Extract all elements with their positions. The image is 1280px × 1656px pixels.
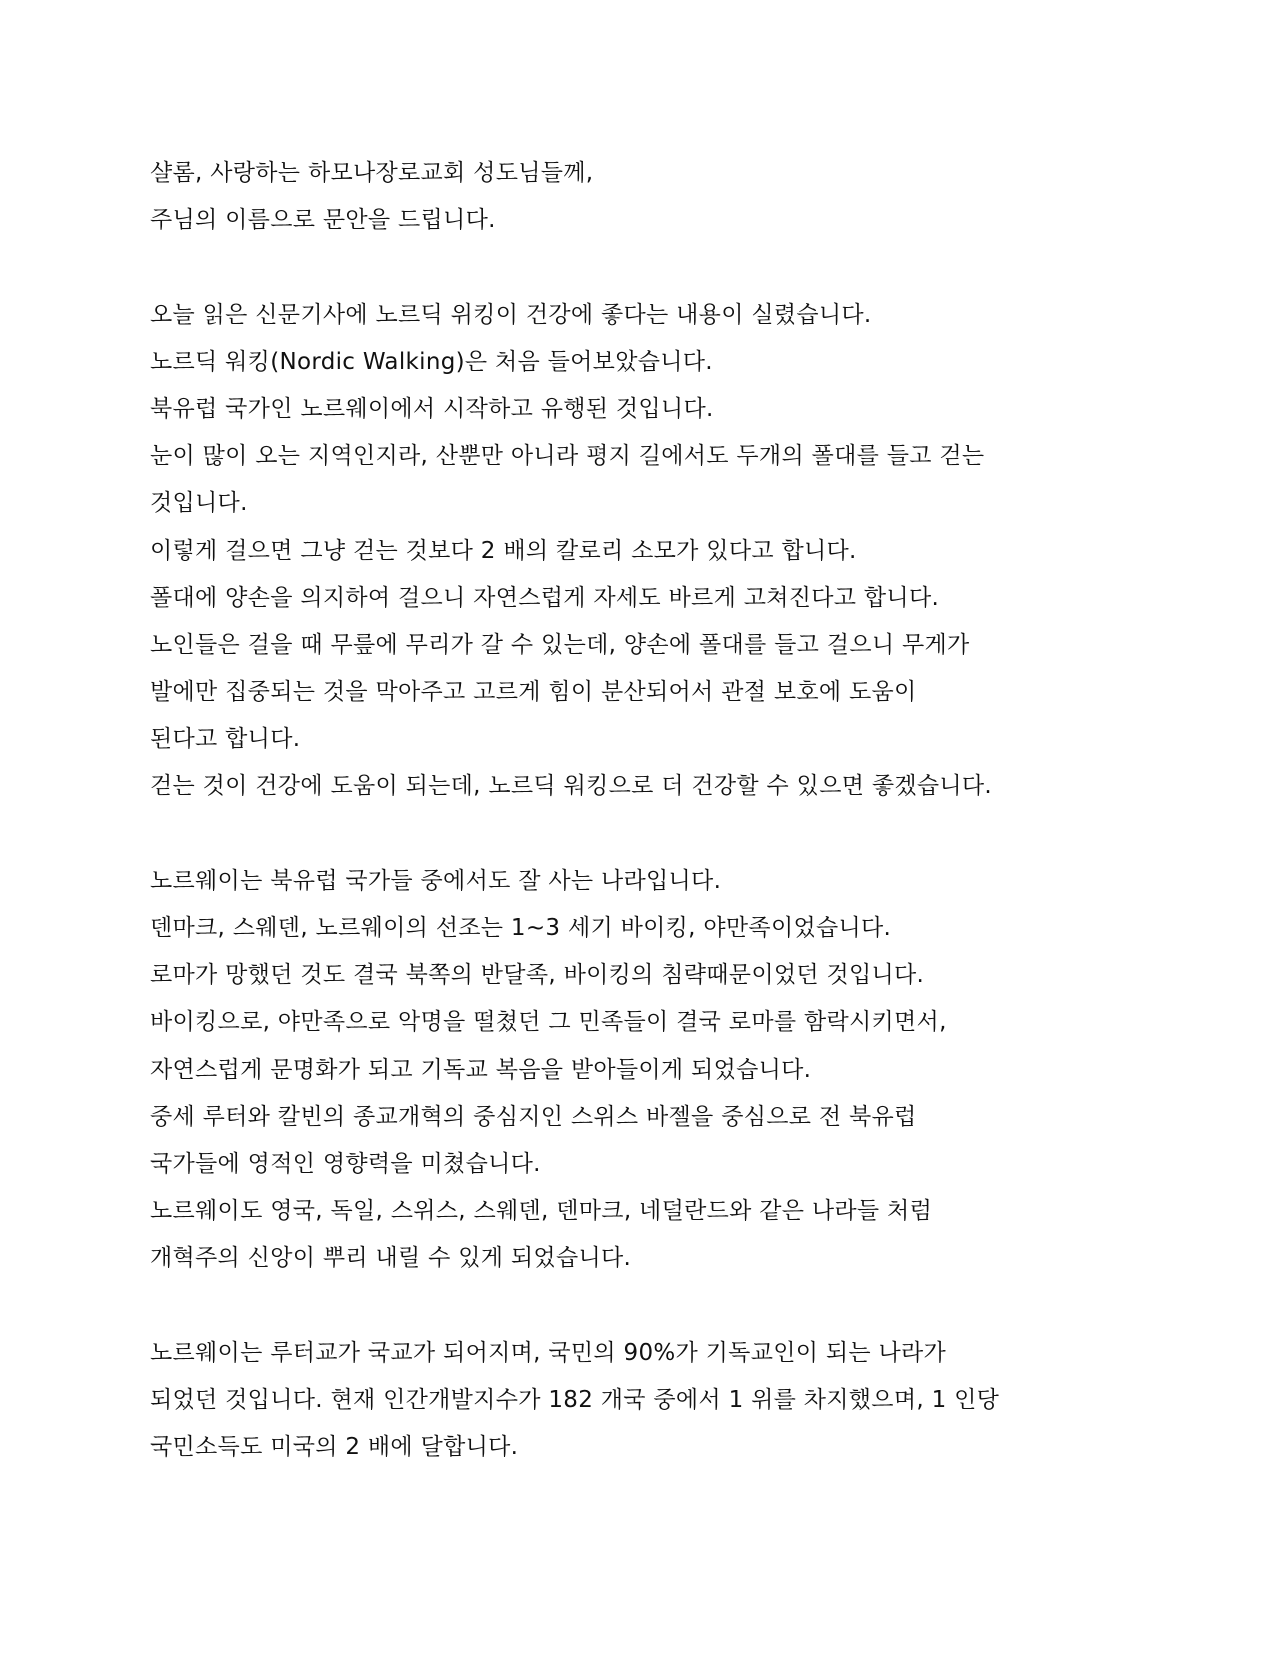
text-line: 노르딕 워킹(Nordic Walking)은 처음 들어보았습니다.: [150, 348, 713, 375]
text-line: 자연스럽게 문명화가 되고 기독교 복음을 받아들이게 되었습니다.: [150, 1056, 812, 1083]
text-line: 중세 루터와 칼빈의 종교개혁의 중심지인 스위스 바젤을 중심으로 전 북유럽: [150, 1103, 917, 1130]
greeting-block: [150, 150, 1140, 244]
text-line: 로마가 망했던 것도 결국 북쪽의 반달족, 바이킹의 침략때문이었던 것입니다.: [150, 962, 925, 989]
greeting-line: 주님의 이름으로 문안을 드립니다.: [150, 207, 496, 234]
text-line: 폴대에 양손을 의지하여 걸으니 자연스럽게 자세도 바르게 고쳐진다고 합니다.: [150, 584, 940, 611]
paragraph-norway-history: [150, 858, 1140, 1283]
text-line: 덴마크, 스웨덴, 노르웨이의 선조는 1~3 세기 바이킹, 야만족이었습니다.: [150, 915, 892, 941]
paragraph-spacer: [150, 244, 1140, 291]
text-line: 노르웨이도 영국, 독일, 스위스, 스웨덴, 덴마크, 네덜란드와 같은 나라들 처럼: [150, 1198, 933, 1225]
text-line: 노르웨이는 북유럽 국가들 중에서도 잘 사는 나라입니다.: [150, 867, 722, 894]
text-line: 발에만 집중되는 것을 막아주고 고르게 힘이 분산되어서 관절 보호에 도움이: [150, 679, 917, 706]
text-line: 노인들은 걸을 때 무릎에 무리가 갈 수 있는데, 양손에 폴대를 들고 걸으니 무게가: [150, 631, 970, 658]
text-line: 바이킹으로, 야만족으로 악명을 떨쳤던 그 민족들이 결국 로마를 함락시키면서,: [150, 1009, 947, 1036]
text-line: 되었던 것입니다. 현재 인간개발지수가 182 개국 중에서 1 위를 차지했으며, 1 인당: [150, 1386, 1000, 1413]
text-line: 오늘 읽은 신문기사에 노르딕 위킹이 건강에 좋다는 내용이 실렸습니다.: [150, 301, 872, 328]
letter-body: [150, 150, 1140, 1471]
paragraph-nordic-walking: [150, 292, 1140, 811]
text-line: 노르웨이는 루터교가 국교가 되어지며, 국민의 90%가 기독교인이 되는 나라가: [150, 1339, 947, 1366]
greeting-line: 샬롬, 사랑하는 하모나장로교회 성도님들께,: [150, 160, 594, 186]
text-line: 눈이 많이 오는 지역인지라, 산뿐만 아니라 평지 길에서도 두개의 폴대를 들고 걷는: [150, 443, 985, 470]
text-line: 이렇게 걸으면 그냥 걷는 것보다 2 배의 칼로리 소모가 있다고 합니다.: [150, 537, 857, 564]
paragraph-spacer: [150, 1283, 1140, 1330]
text-line: 걷는 것이 건강에 도움이 되는데, 노르딕 워킹으로 더 건강할 수 있으면 좋겠습니다.: [150, 773, 993, 800]
text-line: 북유럽 국가인 노르웨이에서 시작하고 유행된 것입니다.: [150, 395, 714, 422]
text-line: 개혁주의 신앙이 뿌리 내릴 수 있게 되었습니다.: [150, 1245, 632, 1272]
text-line: 것입니다.: [150, 490, 248, 517]
text-line: 국민소득도 미국의 2 배에 달합니다.: [150, 1434, 519, 1461]
text-line: 국가들에 영적인 영향력을 미쳤습니다.: [150, 1150, 541, 1177]
paragraph-norway-today: [150, 1330, 1140, 1472]
text-line: 된다고 합니다.: [150, 726, 301, 753]
paragraph-spacer: [150, 811, 1140, 858]
